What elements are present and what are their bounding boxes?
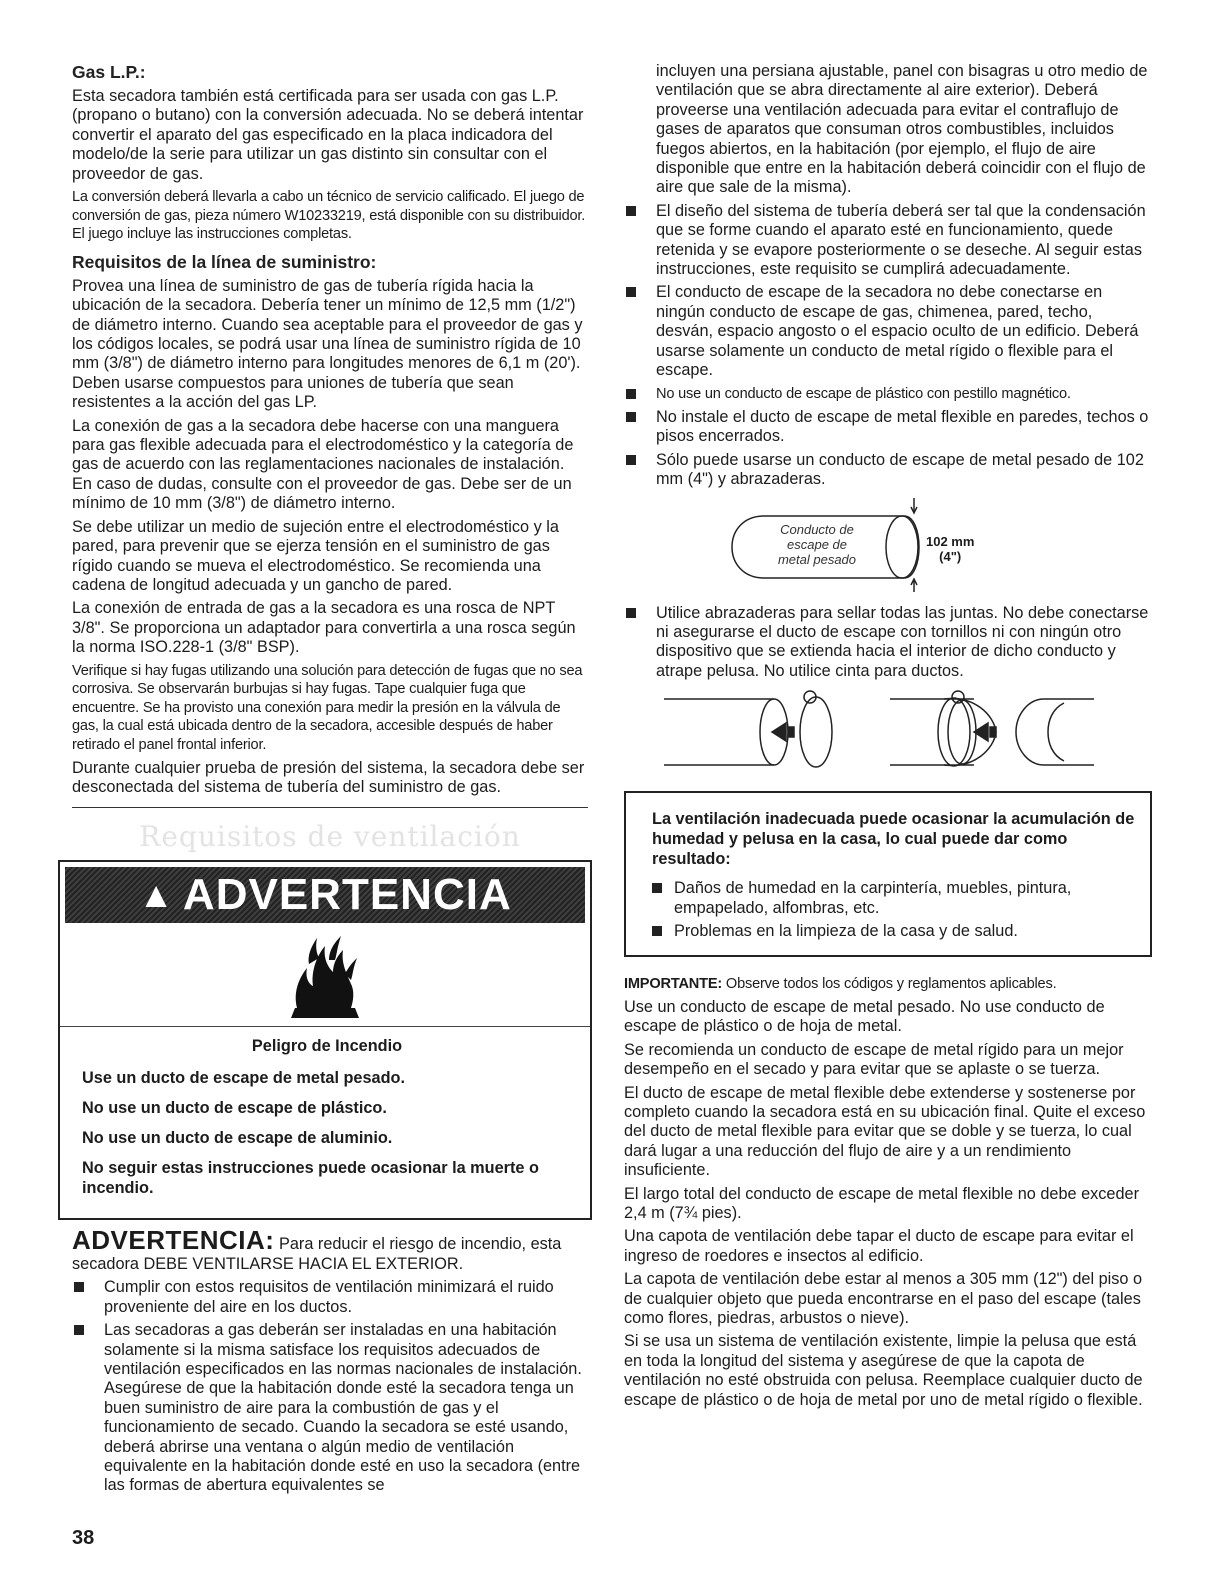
gas-lp-paragraph-1: Esta secadora también está certificada para ser usada con gas L.P. (propano o butano) con la conversión adecuada. No se deberá intentar convertir el aparato del gas especificado en la placa indicadora del modelo/de la serie para utilizar un gas distinto sin consultar con el proveedor de gas.: [72, 87, 584, 183]
gas-lp-paragraph-2: La conversión deberá llevarla a cabo un técnico de servicio calificado. El juego de conversión de gas, pieza número W10233219, está disponible con su distribuidor. El juego incluye las instrucciones completas.: [72, 189, 586, 243]
heavy-metal-duct-diagram: [624, 494, 1152, 594]
warning-line-4: No seguir estas instrucciones puede ocasionar la muerte o incendio.: [82, 1159, 539, 1198]
supply-paragraph-5: Verifique si hay fugas utilizando una solución para detección de fugas que no sea corrosiva. Se observarán burbujas si hay fugas. Tape cualquier fuga que encuentre. Se ha provisto una conexión para medir la presión en la válvula de gas, la cual está ubicada dentro de la secadora, accesible después de haber retirado el panel frontal inferior.: [72, 662, 583, 753]
clamp-illustration-right: [890, 691, 1094, 766]
supply-paragraph-2: La conexión de gas a la secadora debe hacerse con una manguera para gas flexible adecuada para el electrodoméstico y la categoría de gas de acuerdo con las reglamentaciones nacionales de instalación. En caso de dudas, consulte con el proveedor de gas. Debe ser de un mínimo de 10 mm (3/8") de diámetro interno.: [72, 416, 574, 513]
advertencia-text: Para reducir el riesgo de incendio, esta secadora DEBE VENTILARSE HACIA EL EXTERIOR.: [72, 1235, 562, 1274]
list-item: Utilice abrazaderas para sellar todas las juntas. No debe conectarse ni asegurarse el ducto de escape con tornillos ni con ningún otro dispositivo que se extienda hacia el interior de dicho conducto y atrape pelusa. No utilice cinta para ductos.: [624, 604, 1152, 682]
list-item: El conducto de escape de la secadora no debe conectarse en ningún conducto de escape de gas, chimenea, pared, techo, desván, espacio angosto o el espacio oculto de un edificio. Deberá usarse solamente un conducto de metal rígido o flexible para el escape.: [624, 283, 1152, 380]
warning-line-3: No use un ducto de escape de aluminio.: [82, 1129, 393, 1148]
improper-venting-callout: [624, 791, 1152, 957]
duct-clamp-illustration: [624, 685, 1152, 775]
important-text: Observe todos los códigos y reglamentos aplicables.: [722, 976, 1057, 993]
gas-lp-heading: Gas L.P.:: [72, 62, 146, 82]
duct-label-line: Conducto de: [780, 521, 854, 537]
advertencia-paragraph: [72, 1225, 588, 1274]
list-item: Cumplir con estos requisitos de ventilación minimizará el ruido proveniente del aire en los ductos.: [72, 1278, 588, 1317]
vent-paragraph: Si se usa un sistema de ventilación existente, limpie la pelusa que está en toda la longitud del sistema y asegúrese de que la capota de ventilación no esté obstruida con pelusa. Reemplace cualquier ducto de escape de plástico o de hoja de metal por uno de metal rígido o flexible.: [624, 1332, 1143, 1409]
callout-list: [652, 879, 1138, 941]
duct-label-line: metal pesado: [777, 551, 857, 567]
vent-paragraph: Use un conducto de escape de metal pesado. No use conducto de escape de plástico o de hoja de metal.: [624, 997, 1105, 1036]
warning-title: Peligro de Incendio: [251, 1037, 403, 1056]
list-item: No instale el ducto de escape de metal flexible en paredes, techos o pisos encerrados.: [624, 408, 1152, 447]
warning-line-2: No use un ducto de escape de plástico.: [82, 1099, 387, 1118]
supply-heading: Requisitos de la línea de suministro:: [72, 251, 377, 272]
warning-banner: [65, 867, 585, 923]
duct-dimension-in: (4"): [939, 548, 962, 564]
warning-triangle-icon: ▲: [138, 874, 175, 916]
important-note: [624, 975, 1152, 994]
important-label: IMPORTANTE:: [624, 976, 723, 993]
advertencia-label: ADVERTENCIA:: [72, 1225, 275, 1256]
list-item: El diseño del sistema de tubería deberá ser tal que la condensación que se forme cuando el aparato esté en funcionamiento, quede retenida y se evapore posteriormente o se deseche. Al seguir estas instrucciones, este requisito se cumplirá adecuadamente.: [624, 202, 1152, 280]
list-item: No use un conducto de escape de plástico con pestillo magnético.: [624, 385, 1152, 404]
vent-paragraph: La capota de ventilación debe estar al menos a 305 mm (12") del piso o de cualquier objeto que pueda encontrarse en el paso del escape (tales como flores, piedras, arbustos o nieve).: [624, 1270, 1143, 1328]
vent-bullet-list: [624, 202, 1152, 490]
list-item: Las secadoras a gas deberán ser instaladas en una habitación solamente si la misma satisface los requisitos adecuados de ventilación especificados en las normas nacionales de instalación. Asegúrese de que la habitación donde esté la secadora tenga un buen suministro de aire para la combustión de gas y el funcionamiento de secado. Cuando la secadora se esté usando, deberá abrirse una ventana o algún medio de ventilación equivalente en la habitación donde esté en uso la secadora (entre las formas de abertura equivalentes se: [72, 1321, 588, 1496]
warning-banner-label: ADVERTENCIA: [182, 870, 512, 920]
supply-paragraph-4: La conexión de entrada de gas a la secadora es una rosca de NPT 3/8". Se proporciona un adaptador para convertirla a una rosca según la norma ISO.228-1 (3/8" BSP).: [72, 599, 576, 657]
vent-paragraph: El largo total del conducto de escape de metal flexible no debe exceder 2,4 m (7¾ pies).: [624, 1184, 1140, 1223]
clamp-illustration-left: [664, 691, 832, 767]
list-item: Daños de humedad en la carpintería, muebles, pintura, empapelado, alfombras, etc.: [652, 879, 1138, 918]
vent-paragraph: El ducto de escape de metal flexible debe extenderse y sostenerse por completo cuando la secadora está en su ubicación final. Quite el exceso del ducto de metal flexible para evitar que se doble y se tuerza, lo cual dará lugar a una reducción del flujo de aire y a un rendimiento insuficiente.: [624, 1083, 1146, 1180]
fire-hazard-icon: [60, 928, 590, 1027]
clamp-bullet-list: [624, 604, 1152, 682]
warning-text: [60, 1027, 590, 1218]
right-column: [624, 62, 1152, 1414]
vent-paragraph: Se recomienda un conducto de escape de metal rígido para un mejor desempeño en el secado y para evitar que se aplaste o se tuerza.: [624, 1040, 1124, 1079]
continued-paragraph: incluyen una persiana ajustable, panel con bisagras u otro medio de ventilación que se abra directamente al aire exterior). Deberá proveerse una ventilación adecuada para evitar el contraflujo de gases de aparatos que consuman otros combustibles, incluidos fuegos abiertos, en la habitación (por ejemplo, el flujo de aire disponible que entre en la habitación deberá coincidir con el flujo de aire que sale de la misma).: [656, 62, 1148, 197]
warning-line-1: Use un ducto de escape de metal pesado.: [82, 1069, 406, 1088]
list-item: Problemas en la limpieza de la casa y de salud.: [652, 922, 1138, 941]
supply-paragraph-3: Se debe utilizar un medio de sujeción entre el electrodoméstico y la pared, para prevenir que se ejerza tensión en el suministro de gas rígido cuando se mueva el electrodoméstico. Se recomienda una cadena de longitud adecuada y un gancho de pared.: [72, 517, 559, 594]
advertencia-list: [72, 1278, 588, 1495]
duct-label: [742, 522, 892, 567]
fire-warning-box: [58, 860, 592, 1220]
callout-heading: La ventilación inadecuada puede ocasionar la acumulación de humedad y pelusa en la casa, lo cual puede dar como resultado:: [652, 810, 1135, 869]
section-title: Requisitos de ventilación: [139, 820, 521, 854]
duct-dimension: [926, 534, 974, 564]
section-divider: [72, 807, 588, 808]
duct-dimension-mm: 102 mm: [926, 533, 975, 549]
supply-paragraph-1: Provea una línea de suministro de gas de tubería rígida hacia la ubicación de la secadora. Debería tener un mínimo de 12,5 mm (1/2") de diámetro interno. Cuando sea aceptable para el proveedor de gas y los códigos locales, se podrá usar una línea de suministro rígida de 10 mm (3/8") de diámetro interno para longitudes menores de 6,1 m (20'). Deben usarse compuestos para uniones de tubería que sean resistentes a la acción del gas LP.: [72, 276, 583, 412]
page-number: 38: [72, 1527, 95, 1549]
duct-label-line: escape de: [787, 536, 847, 552]
supply-paragraph-6: Durante cualquier prueba de presión del sistema, la secadora debe ser desconectada del sistema de tubería del suministro de gas.: [72, 758, 585, 796]
left-column: [72, 62, 588, 1500]
list-item: Sólo puede usarse un conducto de escape de metal pesado de 102 mm (4") y abrazaderas.: [624, 451, 1152, 490]
vent-paragraph: Una capota de ventilación debe tapar el ducto de escape para evitar el ingreso de roedores e insectos al edificio.: [624, 1227, 1134, 1265]
